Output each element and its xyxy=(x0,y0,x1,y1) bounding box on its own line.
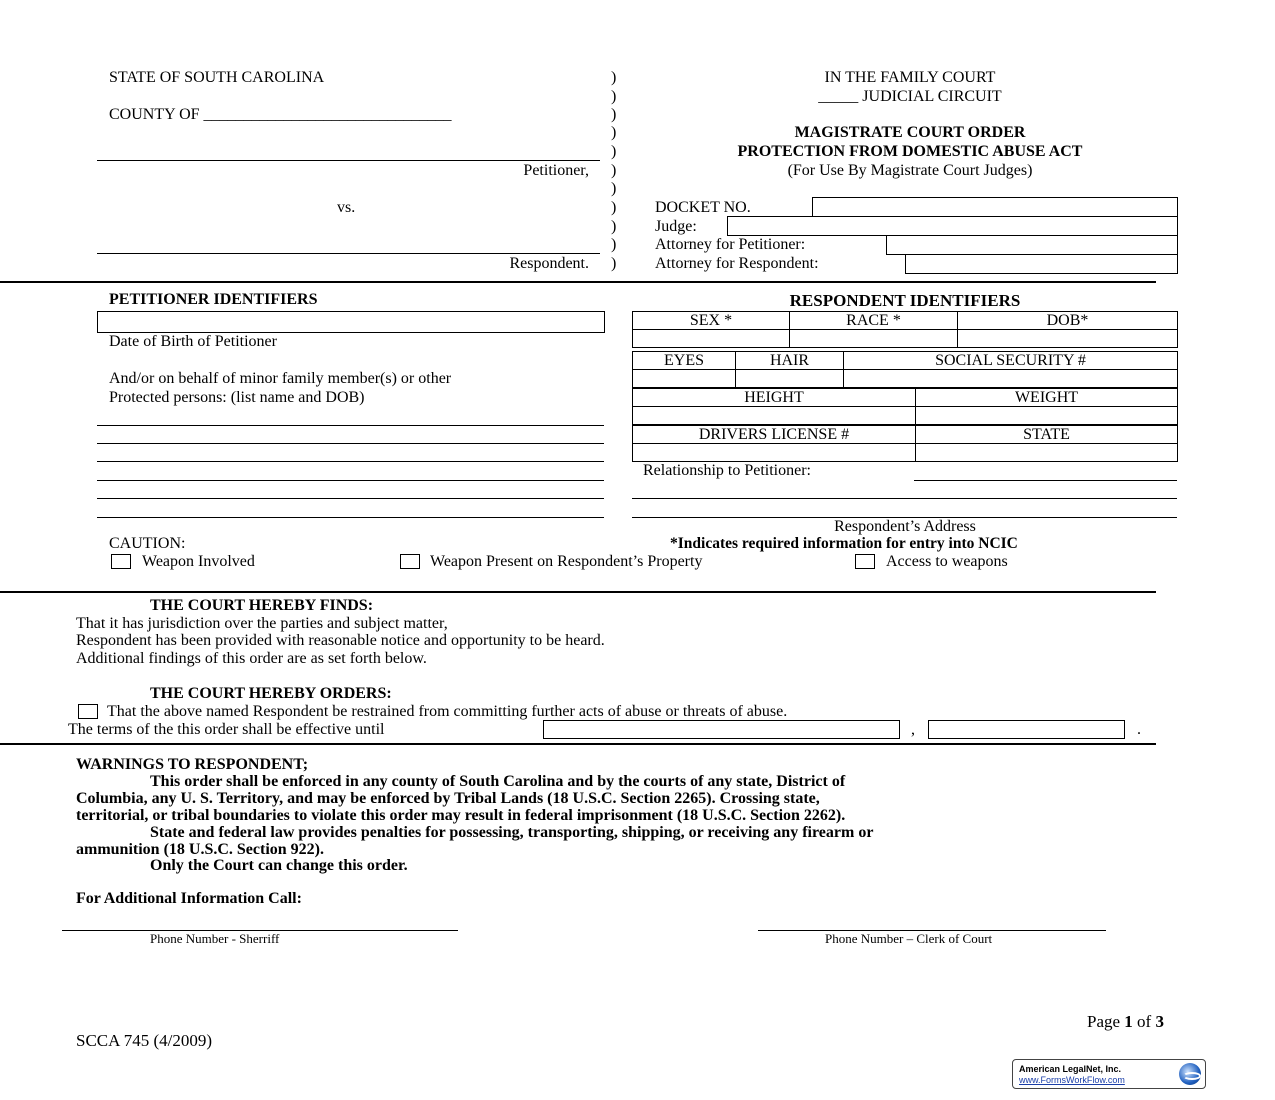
protected-person-line[interactable] xyxy=(97,443,604,444)
warning-enforcement-3: territorial, or tribal boundaries to violate this order may result in federal imprisonment (18 U.S.C. Section 2262). xyxy=(76,807,846,824)
section-divider xyxy=(0,591,1156,593)
judicial-circuit: _____ JUDICIAL CIRCUIT xyxy=(818,88,1002,105)
county-label: COUNTY OF _______________________________ xyxy=(109,106,452,123)
docket-label: DOCKET NO. xyxy=(655,199,751,216)
docket-field[interactable] xyxy=(812,197,1178,217)
finding-jurisdiction: That it has jurisdiction over the parties and subject matter, xyxy=(76,615,448,632)
effective-year-field[interactable] xyxy=(928,720,1125,739)
paren: ) xyxy=(611,199,617,216)
section-divider xyxy=(0,281,1156,283)
petitioner-dob-label: Date of Birth of Petitioner xyxy=(109,333,277,350)
dob-cell[interactable] xyxy=(958,330,1178,348)
respondent-name-line[interactable] xyxy=(97,253,600,254)
state-label: STATE OF SOUTH CAROLINA xyxy=(109,69,325,86)
race-header: RACE * xyxy=(790,312,958,330)
judge-field[interactable] xyxy=(727,216,1178,236)
warnings-heading: WARNINGS TO RESPONDENT; xyxy=(76,756,309,773)
warning-enforcement-2: Columbia, any U. S. Territory, and may be enforced by Tribal Lands (18 U.S.C. Section 2265). Crossing state, xyxy=(76,790,820,807)
page-prefix: Page xyxy=(1087,1012,1125,1031)
sex-cell[interactable] xyxy=(633,330,790,348)
weapon-involved-label: Weapon Involved xyxy=(142,553,255,570)
paren: ) xyxy=(611,124,617,141)
additional-info-label: For Additional Information Call: xyxy=(76,890,302,907)
vs-label: vs. xyxy=(337,199,356,216)
section-divider xyxy=(0,743,1156,745)
height-header: HEIGHT xyxy=(633,389,916,407)
race-cell[interactable] xyxy=(790,330,958,348)
respondent-identifiers-heading: RESPONDENT IDENTIFIERS xyxy=(789,291,1021,310)
sheriff-phone-label: Phone Number - Sherriff xyxy=(150,931,280,946)
paren: ) xyxy=(611,106,617,123)
relationship-line[interactable] xyxy=(914,480,1177,481)
paren: ) xyxy=(611,88,617,105)
minor-members-label: And/or on behalf of minor family member(s) or other xyxy=(109,370,452,387)
paren: ) xyxy=(611,255,617,272)
eyes-header: EYES xyxy=(633,352,736,370)
logo-url[interactable]: www.FormsWorkFlow.com xyxy=(1019,1075,1125,1085)
license-state-cell[interactable] xyxy=(916,444,1178,462)
hair-header: HAIR xyxy=(736,352,844,370)
form-subtitle: (For Use By Magistrate Court Judges) xyxy=(787,162,1033,179)
petitioner-dob-field[interactable] xyxy=(97,311,605,333)
warning-change: Only the Court can change this order. xyxy=(150,857,408,874)
page-total: 3 xyxy=(1155,1012,1164,1031)
restrain-checkbox[interactable] xyxy=(78,704,98,719)
finding-additional: Additional findings of this order are as set forth below. xyxy=(76,650,427,667)
respondent-license-state-table xyxy=(632,425,1178,462)
form-title-act: PROTECTION FROM DOMESTIC ABUSE ACT xyxy=(737,143,1083,160)
page-of: of xyxy=(1132,1012,1156,1031)
height-cell[interactable] xyxy=(633,407,916,425)
protected-person-line[interactable] xyxy=(97,517,604,518)
ssn-cell[interactable] xyxy=(844,370,1178,388)
petitioner-name-line[interactable] xyxy=(97,160,600,161)
form-id: SCCA 745 (4/2009) xyxy=(76,1031,213,1050)
warning-enforcement-1: This order shall be enforced in any county of South Carolina and by the courts of any state, District of xyxy=(150,773,846,790)
dob-header: DOB* xyxy=(958,312,1178,330)
access-weapons-label: Access to weapons xyxy=(886,553,1008,570)
logo-company: American LegalNet, Inc. xyxy=(1019,1064,1122,1074)
paren: ) xyxy=(611,69,617,86)
globe-icon xyxy=(1179,1063,1201,1085)
page-indicator xyxy=(1087,1013,1164,1030)
respondent-height-weight-table xyxy=(632,388,1178,425)
restrain-order-text: That the above named Respondent be restrained from committing further acts of abuse or threats of abuse. xyxy=(107,703,788,720)
judge-label: Judge: xyxy=(655,218,697,235)
ncic-note: *Indicates required information for entry into NCIC xyxy=(670,535,1018,552)
respondent-address-label: Respondent’s Address xyxy=(834,518,976,535)
attorney-petitioner-label: Attorney for Petitioner: xyxy=(655,236,806,253)
petitioner-label: Petitioner, xyxy=(523,162,589,179)
court-name: IN THE FAMILY COURT xyxy=(824,69,996,86)
orders-heading: THE COURT HEREBY ORDERS: xyxy=(150,685,392,702)
weapon-present-checkbox[interactable] xyxy=(400,554,420,569)
respondent-address-line[interactable] xyxy=(632,498,1177,499)
petitioner-identifiers-heading: PETITIONER IDENTIFIERS xyxy=(109,291,318,308)
protected-person-line[interactable] xyxy=(97,480,604,481)
vendor-logo[interactable] xyxy=(1012,1059,1206,1089)
paren: ) xyxy=(611,180,617,197)
clerk-phone-label: Phone Number – Clerk of Court xyxy=(825,931,993,946)
comma: , xyxy=(911,721,915,738)
effective-date-field[interactable] xyxy=(543,720,900,739)
warning-firearms-2: ammunition (18 U.S.C. Section 922). xyxy=(76,841,325,858)
protected-person-line[interactable] xyxy=(97,498,604,499)
respondent-sex-race-dob-table xyxy=(632,311,1178,348)
form-title: MAGISTRATE COURT ORDER xyxy=(794,124,1026,141)
license-state-header: STATE xyxy=(916,426,1178,444)
access-weapons-checkbox[interactable] xyxy=(855,554,875,569)
attorney-petitioner-field[interactable] xyxy=(886,235,1178,255)
license-cell[interactable] xyxy=(633,444,916,462)
weight-cell[interactable] xyxy=(916,407,1178,425)
finding-notice: Respondent has been provided with reasonable notice and opportunity to be heard. xyxy=(76,632,605,649)
period: . xyxy=(1137,721,1141,738)
paren: ) xyxy=(611,143,617,160)
respondent-eyes-hair-ssn-table xyxy=(632,351,1178,388)
weapon-present-label: Weapon Present on Respondent’s Property xyxy=(430,553,703,570)
attorney-respondent-label: Attorney for Respondent: xyxy=(655,255,819,272)
effective-until-label: The terms of the this order shall be effective until xyxy=(68,721,385,738)
license-header: DRIVERS LICENSE # xyxy=(633,426,916,444)
paren: ) xyxy=(611,218,617,235)
weapon-involved-checkbox[interactable] xyxy=(111,554,131,569)
protected-person-line[interactable] xyxy=(97,425,604,426)
relationship-label: Relationship to Petitioner: xyxy=(643,462,811,479)
page-number: 1 xyxy=(1124,1012,1133,1031)
sex-header: SEX * xyxy=(633,312,790,330)
weight-header: WEIGHT xyxy=(916,389,1178,407)
eyes-cell[interactable] xyxy=(633,370,736,388)
paren: ) xyxy=(611,162,617,179)
findings-heading: THE COURT HEREBY FINDS: xyxy=(150,597,374,614)
protected-persons-label: Protected persons: (list name and DOB) xyxy=(109,389,365,406)
attorney-respondent-field[interactable] xyxy=(905,254,1178,274)
ssn-header: SOCIAL SECURITY # xyxy=(844,352,1178,370)
caution-label: CAUTION: xyxy=(109,535,186,552)
hair-cell[interactable] xyxy=(736,370,844,388)
warning-firearms-1: State and federal law provides penalties for possessing, transporting, shipping, or receiving any firearm or xyxy=(150,824,874,841)
protected-person-line[interactable] xyxy=(97,461,604,462)
paren: ) xyxy=(611,236,617,253)
respondent-label: Respondent. xyxy=(509,255,589,272)
